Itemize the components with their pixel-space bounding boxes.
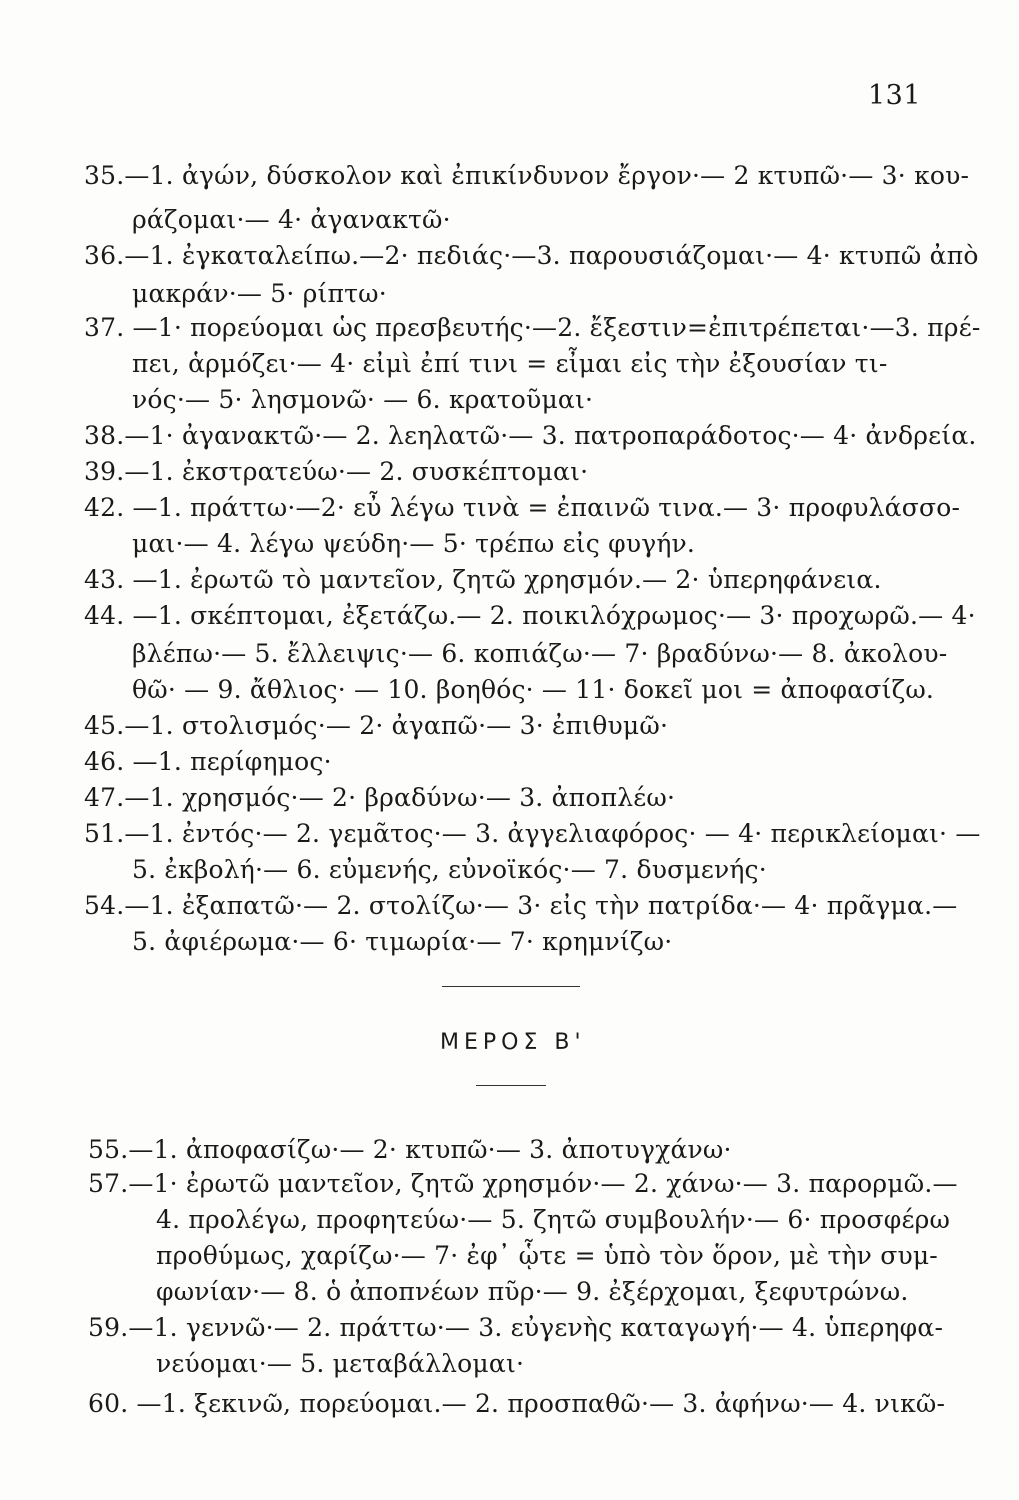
entry-text: βλέπω·— 5. ἔλλειψις·— 6. κοπιάζω·— 7· βραδύνω·— 8. ἀκολου- xyxy=(132,639,948,668)
entry-number: 51.— xyxy=(84,819,150,848)
entry-line xyxy=(132,348,887,380)
entry-text: ράζομαι·— 4· ἀγανακτῶ· xyxy=(132,205,451,234)
entry-line xyxy=(132,674,934,706)
entry-number: 47.— xyxy=(84,783,150,812)
entry-text: 5. ἐκβολή·— 6. εὐμενής, εὐνοϊκός·— 7. δυσμενής· xyxy=(132,855,767,884)
entry-text: προθύμως, χαρίζω·— 7· ἐφ᾿ ᾧτε = ὑπὸ τὸν ὅρον, μὲ τὴν συμ- xyxy=(156,1241,938,1270)
entry-line xyxy=(156,1240,938,1272)
entry-line xyxy=(84,710,668,742)
page-number: 131 xyxy=(868,80,922,111)
entry-line xyxy=(84,818,981,850)
entry-number: 44. — xyxy=(84,601,158,630)
entry-line xyxy=(84,782,675,814)
section-divider-top xyxy=(442,986,580,987)
entry-line xyxy=(156,1348,524,1380)
entry-text: 1. ἀποφασίζω·— 2· κτυπῶ·— 3. ἀποτυγχάνω· xyxy=(153,1135,732,1164)
entry-line xyxy=(88,1312,943,1344)
entry-text: θῶ· — 9. ἄθλιος· — 10. βοηθός· — 11· δοκεῖ μοι = ἀποφασίζω. xyxy=(132,675,935,704)
entry-text: 1. ξεκινῶ, πορεύομαι.— 2. προσπαθῶ·— 3. ἀφήνω·— 4. νικῶ- xyxy=(161,1389,946,1418)
entry-number: 45.— xyxy=(84,711,150,740)
entry-line xyxy=(132,204,451,236)
entry-text: νός·— 5· λησμονῶ· — 6. κρατοῦμαι· xyxy=(132,385,594,414)
entry-text: 1. περίφημος· xyxy=(157,747,332,776)
entry-text: 1. χρησμός·— 2· βραδύνω·— 3. ἀποπλέω· xyxy=(149,783,676,812)
entry-text: 1. ἀγών, δύσκολον καὶ ἐπικίνδυνον ἔργον·— 2 κτυπῶ·— 3· κου- xyxy=(149,161,970,190)
entry-line xyxy=(132,638,947,670)
entry-line xyxy=(84,420,977,452)
entry-line xyxy=(132,528,695,560)
entry-number: 46. — xyxy=(84,747,158,776)
entry-text: 1. ἐντός·— 2. γεμᾶτος·— 3. ἀγγελιαφόρος· — 4· περικλείομαι· — xyxy=(149,819,981,848)
entry-number: 60. — xyxy=(88,1389,162,1418)
entry-text: πει, ἁρμόζει·— 4· εἰμὶ ἐπί τινι = εἶμαι εἰς τὴν ἐξουσίαν τι- xyxy=(132,349,888,378)
entry-line xyxy=(88,1388,945,1420)
entry-line xyxy=(132,384,593,416)
entry-text: μαι·— 4. λέγω ψεύδη·— 5· τρέπω εἰς φυγήν. xyxy=(132,529,696,558)
entry-text: 1. σκέπτομαι, ἐξετάζω.— 2. ποικιλόχρωμος·— 3· προχωρῶ.— 4· xyxy=(157,601,976,630)
entry-number: 42. — xyxy=(84,493,158,522)
entry-number: 55.— xyxy=(88,1135,154,1164)
entry-number: 43. — xyxy=(84,565,158,594)
entry-text: 1· ἀγανακτῶ·— 2. λεηλατῶ·— 3. πατροπαράδοτος·— 4· ἀνδρεία. xyxy=(149,421,977,450)
entry-number: 59.— xyxy=(88,1313,154,1342)
entry-number: 38.— xyxy=(84,421,150,450)
entry-number: 37. — xyxy=(84,313,158,342)
section-divider-bottom xyxy=(476,1085,546,1086)
entry-line xyxy=(84,890,957,922)
entry-number: 36.— xyxy=(84,241,150,270)
entry-number: 54.— xyxy=(84,891,150,920)
entry-text: 4. προλέγω, προφητεύω·— 5. ζητῶ συμβουλήν·— 6· προσφέρω xyxy=(156,1205,951,1234)
entry-line xyxy=(84,240,979,272)
entry-line xyxy=(156,1276,908,1308)
entry-line xyxy=(132,278,387,310)
entry-text: 1· ἐρωτῶ μαντεῖον, ζητῶ χρησμόν·— 2. χάνω·— 3. παρορμῶ.— xyxy=(153,1169,958,1198)
entry-line xyxy=(88,1168,958,1200)
entry-text: 1. ἐκστρατεύω·— 2. συσκέπτομαι· xyxy=(149,457,589,486)
entry-line xyxy=(84,600,976,632)
entry-line xyxy=(84,492,960,524)
entry-number: 35.— xyxy=(84,161,150,190)
entry-line xyxy=(84,746,332,778)
section-title: ΜΕΡΟΣ Β' xyxy=(440,1030,586,1055)
entry-text: νεύομαι·— 5. μεταβάλλομαι· xyxy=(156,1349,525,1378)
entry-text: 1. πράττω·—2· εὖ λέγω τινὰ = ἐπαινῶ τινα.— 3· προφυλάσσο- xyxy=(157,493,961,522)
entry-text: φωνίαν·— 8. ὁ ἀποπνέων πῦρ·— 9. ἐξέρχομαι, ξεφυτρώνω. xyxy=(156,1277,909,1306)
entry-line xyxy=(84,160,969,192)
entry-number: 57.— xyxy=(88,1169,154,1198)
entry-text: 1. ἐξαπατῶ·— 2. στολίζω·— 3· εἰς τὴν πατρίδα·— 4· πρᾶγμα.— xyxy=(149,891,958,920)
entry-line xyxy=(88,1134,732,1166)
entry-line xyxy=(132,926,672,958)
entry-line xyxy=(156,1204,950,1236)
entry-text: 1. ἐρωτῶ τὸ μαντεῖον, ζητῶ χρησμόν.— 2· ὑπερηφάνεια. xyxy=(157,565,882,594)
entry-number: 39.— xyxy=(84,457,150,486)
entry-line xyxy=(84,312,981,344)
entry-line xyxy=(84,564,882,596)
entry-text: 5. ἀφιέρωμα·— 6· τιμωρία·— 7· κρημνίζω· xyxy=(132,927,673,956)
entry-text: 1. γεννῶ·— 2. πράττω·— 3. εὐγενὴς καταγωγή·— 4. ὑπερηφα- xyxy=(153,1313,944,1342)
entry-text: 1. στολισμός·— 2· ἀγαπῶ·— 3· ἐπιθυμῶ· xyxy=(149,711,669,740)
entry-text: 1. ἐγκαταλείπω.—2· πεδιάς·—3. παρουσιάζομαι·— 4· κτυπῶ ἀπὸ xyxy=(149,241,979,270)
entry-text: μακράν·— 5· ρίπτω· xyxy=(132,279,387,308)
entry-line xyxy=(132,854,767,886)
entry-line xyxy=(84,456,588,488)
entry-text: 1· πορεύομαι ὡς πρεσβευτής·—2. ἔξεστιν=ἐπιτρέπεται·—3. πρέ- xyxy=(157,313,981,342)
